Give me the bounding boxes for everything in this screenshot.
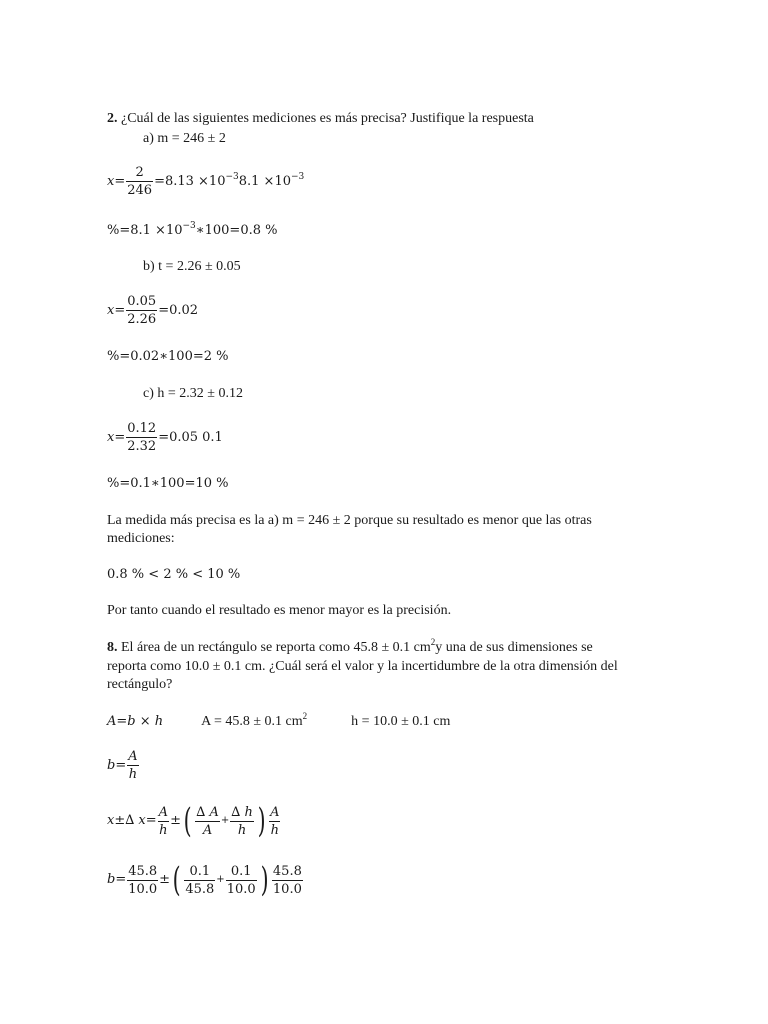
q8-b-fraction: $\frac{A}{h}$: [128, 749, 138, 782]
q2-a-percent: $\%=8.1 \times 10^{-3}∗100=0.8$ %: [107, 221, 278, 238]
q8-line2: reporta como 10.0 ± 0.1 cm. ¿Cuál será el valor y la incertidumbre de la otra dimensión del: [107, 659, 618, 674]
q2-conclusion-line2: mediciones:: [107, 531, 175, 546]
q2-a-lhs: x=: [107, 173, 126, 189]
q2-a-result: $=8.13 \times 10^{-3}8.1 \times 10^{-3}$: [154, 171, 305, 189]
q8-given-area: A = 45.8 ± 0.1 $cm^2$: [201, 711, 308, 729]
q8-given: [107, 713, 450, 731]
q2-final: Por tanto cuando el resultado es menor mayor es la precisión.: [107, 603, 452, 618]
q2-number: 2.: [107, 111, 118, 126]
q2-a-label: a) m = 246 ± 2: [143, 131, 226, 146]
q2-question-text: ¿Cuál de las siguientes mediciones es más precisa? Justifique la respuesta: [117, 111, 534, 126]
q2-b-percent: %=0.02∗100=2 %: [107, 349, 229, 364]
q2-c-formula: x= $\frac{0.12}{2.32}$ =0.05 0.1: [107, 421, 223, 454]
left-paren: (: [172, 860, 181, 900]
q2-question: [107, 110, 534, 128]
left-paren: (: [183, 801, 192, 841]
q8-area-formula: A=b × h: [107, 714, 164, 729]
q8-given-h: h = 10.0 ± 0.1 cm: [351, 714, 451, 729]
right-paren: ): [260, 860, 269, 900]
q8-line3: rectángulo?: [107, 677, 173, 692]
q2-c-label: c) h = 2.32 ± 0.12: [143, 386, 243, 401]
q2-b-label: b) t = 2.26 ± 0.05: [143, 259, 241, 274]
q8-number: 8.: [107, 640, 118, 655]
q8-b-formula: b= $\frac{A}{h}$: [107, 749, 138, 782]
q2-a-formula: [107, 164, 304, 199]
q2-comparison: 0.8 % < 2 % < 10 %: [107, 567, 241, 582]
q2-c-percent: %=0.1∗100=10 %: [107, 476, 229, 491]
q2-b-fraction: $\frac{0.05}{2.26}$: [127, 294, 157, 327]
q2-a-fraction: $\frac{2}{246}$: [127, 165, 153, 198]
q2-conclusion-line1: La medida más precisa es la a) m = 246 ± 2 porque su resultado es menor que las otras: [107, 513, 592, 528]
q8-line1: 8. El área de un rectángulo se reporta como 45.8 ± 0.1 $cm^2y$ una de sus dimensiones se: [107, 637, 593, 655]
q8-uncertainty-formula: x±∆ x= $\frac{A}{h}$ ± ( $\frac{\Delta A}{A}$ + $\frac{\Delta h}{h}$ ) $\frac{A}{h}$: [107, 801, 280, 841]
q2-c-fraction: $\frac{0.12}{2.32}$: [127, 421, 157, 454]
right-paren: ): [257, 801, 266, 841]
q8-substitution-formula: b= $\frac{45.8}{10.0}$ ± ( $\frac{0.1}{45.8}$ + $\frac{0.1}{10.0}$ ) $\frac{45.8}{10.0}$: [107, 860, 302, 900]
q2-b-formula: x= $\frac{0.05}{2.26}$ =0.02: [107, 294, 199, 327]
